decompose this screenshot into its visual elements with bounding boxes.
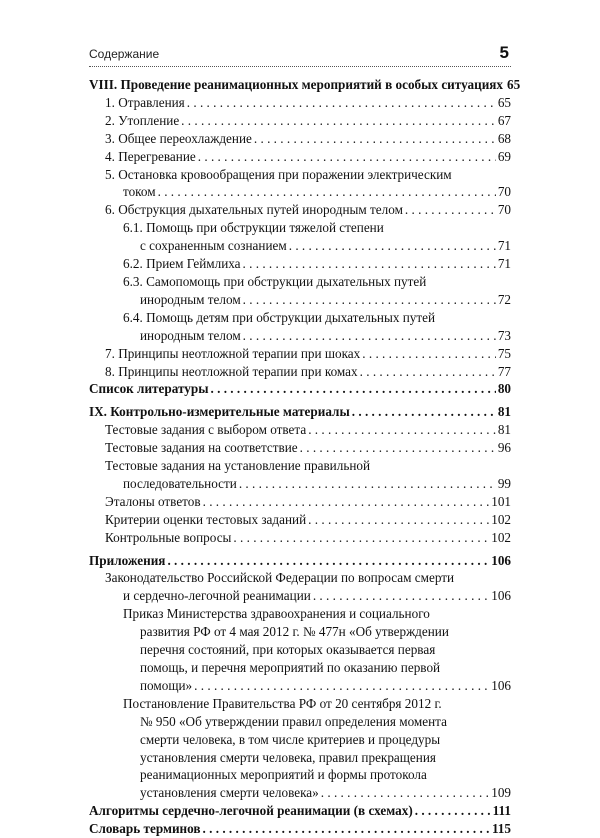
toc-entry[interactable]: [89, 457, 511, 493]
toc-entry[interactable]: [89, 273, 511, 309]
toc-label-line: и сердечно-легочной реанимации: [123, 588, 311, 604]
toc-label-line: Приказ Министерства здравоохранения и социального: [123, 606, 430, 622]
toc-page: 106: [491, 677, 511, 693]
toc-page: 111: [492, 803, 511, 819]
toc-label-line: током: [123, 184, 156, 200]
toc-label: 4. Перегревание: [105, 148, 196, 164]
toc-label: Список литературы: [89, 381, 209, 397]
toc-page: 102: [491, 511, 511, 527]
toc-entry[interactable]: [89, 511, 511, 529]
toc-label: Контрольные вопросы: [105, 529, 232, 545]
toc-label-line: инородным телом: [140, 327, 241, 343]
toc-page: 70: [497, 184, 511, 200]
toc-label-line: установления смерти человека»: [140, 785, 319, 801]
toc-page: 69: [497, 148, 511, 164]
toc-page: 71: [497, 256, 511, 272]
toc-label-line: 5. Остановка кровообращения при поражении электрическим: [105, 166, 452, 182]
toc-entry[interactable]: [89, 166, 511, 202]
toc-section-viii[interactable]: [89, 76, 521, 94]
toc-label: Тестовые задания с выбором ответа: [105, 422, 307, 438]
toc-page: 99: [497, 475, 511, 491]
toc-section-literature[interactable]: [89, 380, 511, 398]
toc-page: 67: [497, 112, 511, 128]
toc-label: Приложения: [89, 552, 166, 568]
toc-label: 7. Принципы неотложной терапии при шоках: [105, 345, 361, 361]
toc-label: Алгоритмы сердечно-легочной реанимации (в схемах): [89, 803, 413, 819]
toc-entry[interactable]: [89, 529, 511, 547]
toc-label-line: реанимационных мероприятий и формы протокола: [140, 767, 427, 783]
toc-label-line: 6.4. Помощь детям при обструкции дыхательных путей: [123, 309, 436, 325]
toc-section-algorithms[interactable]: [89, 802, 511, 820]
toc-entry[interactable]: [89, 439, 511, 457]
toc-page: 101: [491, 493, 511, 509]
toc-label: 6.2. Прием Геймлиха: [123, 256, 241, 272]
toc-page: 102: [491, 529, 511, 545]
toc-label-line: установления смерти человека, правил прекращения: [140, 749, 436, 765]
toc-label-line: инородным телом: [140, 291, 241, 307]
toc-entry[interactable]: [89, 148, 511, 166]
toc-page: 106: [491, 552, 511, 568]
toc-label: 6. Обструкция дыхательных путей инородным телом: [105, 202, 403, 218]
toc-page: 73: [497, 327, 511, 343]
toc-page: 68: [497, 130, 511, 146]
toc-label-line: с сохраненным сознанием: [140, 238, 287, 254]
toc-label-line: помощи»: [140, 677, 193, 693]
toc-label-line: Законодательство Российской Федерации по вопросам смерти: [105, 570, 455, 586]
toc-label: 3. Общее переохлаждение: [105, 130, 252, 146]
header-divider: [89, 66, 511, 67]
toc-label-line: последовательности: [123, 475, 237, 491]
toc-page: 65: [497, 94, 511, 110]
toc-page: 70: [497, 202, 511, 218]
toc-entry[interactable]: [89, 363, 511, 381]
toc-entry[interactable]: [89, 309, 511, 345]
toc-label: Эталоны ответов: [105, 493, 201, 509]
toc-label: 2. Утопление: [105, 112, 180, 128]
toc-page: 80: [497, 381, 511, 397]
toc-entry[interactable]: [89, 695, 511, 802]
toc-section-glossary[interactable]: [89, 820, 511, 838]
toc-label-line: перечня состояний, при которых оказывается первая: [140, 642, 436, 658]
page-number: 5: [499, 43, 509, 62]
toc-entry[interactable]: [89, 605, 511, 695]
toc-entry[interactable]: [89, 219, 511, 255]
toc-label: Критерии оценки тестовых заданий: [105, 511, 307, 527]
toc-label-line: 6.1. Помощь при обструкции тяжелой степени: [123, 220, 384, 236]
toc-page: 115: [491, 821, 511, 837]
toc-entry[interactable]: [89, 201, 511, 219]
toc-label-line: Тестовые задания на установление правильной: [105, 458, 371, 474]
toc-section-ix[interactable]: [89, 403, 511, 421]
toc-label-line: помощь, и перечня мероприятий по оказанию первой: [140, 660, 441, 675]
toc-entry[interactable]: [89, 130, 511, 148]
toc-entry[interactable]: [89, 255, 511, 273]
table-of-contents: [89, 76, 521, 838]
toc-page: 106: [491, 588, 511, 604]
toc-page: 77: [497, 363, 511, 379]
toc-label: VIII. Проведение реанимационных мероприятий в особых ситуациях: [89, 77, 504, 92]
toc-entry[interactable]: [89, 112, 511, 130]
toc-label: 8. Принципы неотложной терапии при комах: [105, 363, 358, 379]
running-header-title: Содержание: [89, 47, 160, 61]
toc-entry[interactable]: [89, 493, 511, 511]
toc-page: 81: [497, 404, 511, 420]
toc-label-line: 6.3. Самопомощь при обструкции дыхательных путей: [123, 273, 427, 289]
toc-label: Словарь терминов: [89, 821, 201, 837]
toc-label-line: развития РФ от 4 мая 2012 г. № 477н «Об утверждении: [140, 624, 449, 640]
toc-entry[interactable]: [89, 569, 511, 605]
toc-page: 109: [491, 785, 511, 801]
toc-entry[interactable]: [89, 345, 511, 363]
toc-label: 1. Отравления: [105, 94, 185, 110]
toc-label: IX. Контрольно-измерительные материалы: [89, 404, 350, 420]
toc-page: 81: [497, 422, 511, 438]
toc-entry[interactable]: [89, 421, 511, 439]
toc-label-line: № 950 «Об утверждении правил определения момента: [140, 713, 447, 729]
toc-page: 65: [507, 77, 521, 92]
toc-label-line: Постановление Правительства РФ от 20 сентября 2012 г.: [123, 695, 442, 711]
toc-entry[interactable]: [89, 94, 511, 112]
toc-page: 75: [497, 345, 511, 361]
toc-label: Тестовые задания на соответствие: [105, 440, 298, 456]
toc-page: 72: [497, 291, 511, 307]
toc-section-appendix[interactable]: [89, 552, 511, 570]
toc-page: 96: [497, 440, 511, 456]
toc-label-line: смерти человека, в том числе критериев и процедуры: [140, 731, 441, 747]
toc-page: 71: [497, 238, 511, 254]
